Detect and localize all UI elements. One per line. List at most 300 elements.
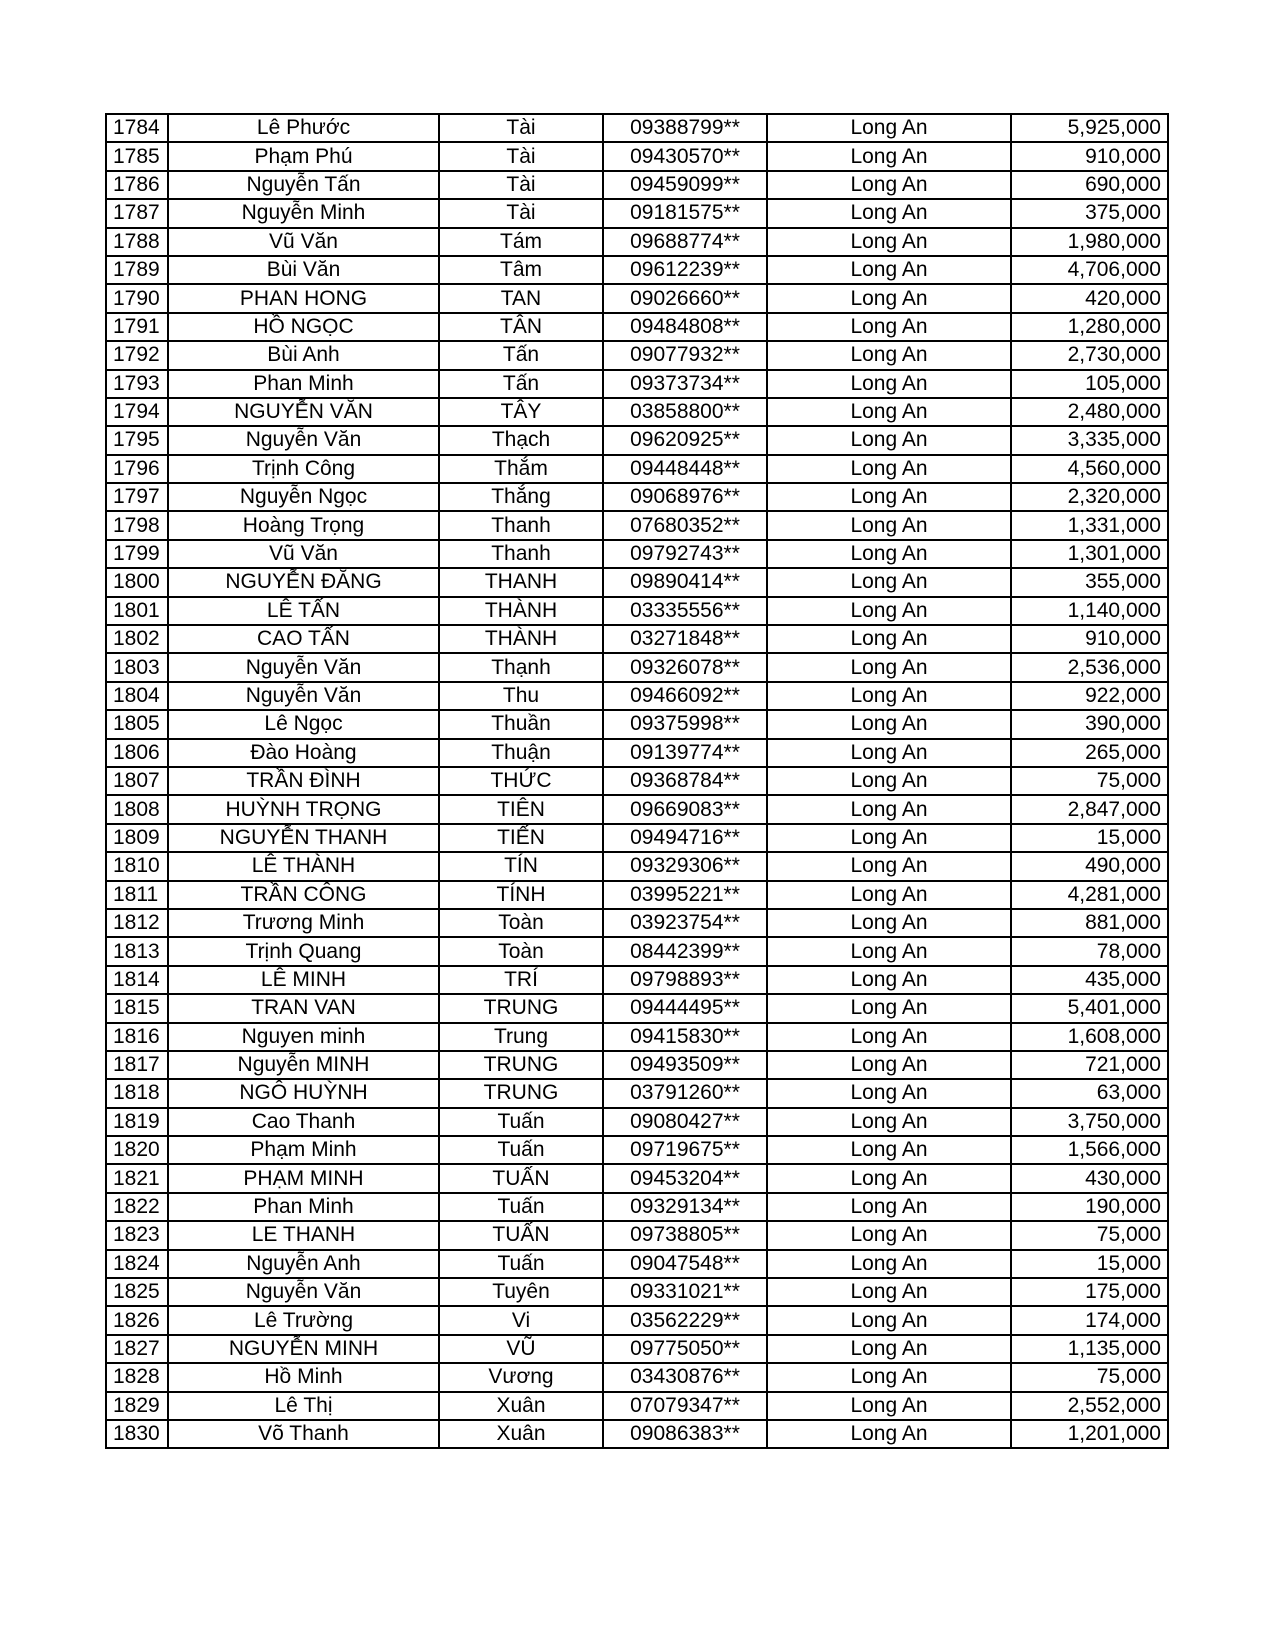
province-cell: Long An bbox=[767, 597, 1011, 625]
phone-cell: 09448448** bbox=[603, 455, 767, 483]
row-number-cell: 1821 bbox=[106, 1164, 168, 1192]
row-number-cell: 1802 bbox=[106, 625, 168, 653]
table-row bbox=[106, 455, 1168, 483]
given-name-cell: Thuần bbox=[439, 710, 603, 738]
amount-cell: 375,000 bbox=[1011, 199, 1168, 227]
row-number-cell: 1792 bbox=[106, 341, 168, 369]
amount-cell: 5,925,000 bbox=[1011, 114, 1168, 142]
province-cell: Long An bbox=[767, 1306, 1011, 1334]
given-name-cell: Thuận bbox=[439, 739, 603, 767]
row-number-cell: 1788 bbox=[106, 228, 168, 256]
table-row bbox=[106, 994, 1168, 1022]
surname-cell: Bùi Văn bbox=[168, 256, 439, 284]
phone-cell: 03562229** bbox=[603, 1306, 767, 1334]
phone-cell: 09329134** bbox=[603, 1193, 767, 1221]
row-number-cell: 1807 bbox=[106, 767, 168, 795]
given-name-cell: Tuấn bbox=[439, 1136, 603, 1164]
phone-cell: 09047548** bbox=[603, 1250, 767, 1278]
phone-cell: 07680352** bbox=[603, 511, 767, 539]
given-name-cell: TRÍ bbox=[439, 966, 603, 994]
surname-cell: TRẦN CÔNG bbox=[168, 881, 439, 909]
province-cell: Long An bbox=[767, 1250, 1011, 1278]
phone-cell: 09444495** bbox=[603, 994, 767, 1022]
surname-cell: PHẠM MINH bbox=[168, 1164, 439, 1192]
row-number-cell: 1787 bbox=[106, 199, 168, 227]
amount-cell: 75,000 bbox=[1011, 767, 1168, 795]
amount-cell: 2,552,000 bbox=[1011, 1392, 1168, 1420]
amount-cell: 265,000 bbox=[1011, 739, 1168, 767]
row-number-cell: 1828 bbox=[106, 1363, 168, 1391]
row-number-cell: 1786 bbox=[106, 171, 168, 199]
given-name-cell: Vương bbox=[439, 1363, 603, 1391]
province-cell: Long An bbox=[767, 966, 1011, 994]
surname-cell: Nguyễn Văn bbox=[168, 682, 439, 710]
row-number-cell: 1811 bbox=[106, 881, 168, 909]
phone-cell: 03791260** bbox=[603, 1079, 767, 1107]
given-name-cell: Tấn bbox=[439, 341, 603, 369]
given-name-cell: THỨC bbox=[439, 767, 603, 795]
surname-cell: NGÔ HUỲNH bbox=[168, 1079, 439, 1107]
table-row bbox=[106, 1051, 1168, 1079]
surname-cell: Nguyễn Ngọc bbox=[168, 483, 439, 511]
amount-cell: 922,000 bbox=[1011, 682, 1168, 710]
table-row bbox=[106, 1306, 1168, 1334]
given-name-cell: VŨ bbox=[439, 1335, 603, 1363]
row-number-cell: 1800 bbox=[106, 568, 168, 596]
surname-cell: Trương Minh bbox=[168, 909, 439, 937]
row-number-cell: 1795 bbox=[106, 426, 168, 454]
data-table bbox=[105, 113, 1169, 1449]
surname-cell: TRAN VAN bbox=[168, 994, 439, 1022]
amount-cell: 1,566,000 bbox=[1011, 1136, 1168, 1164]
table-row bbox=[106, 228, 1168, 256]
row-number-cell: 1818 bbox=[106, 1079, 168, 1107]
surname-cell: LÊ THÀNH bbox=[168, 852, 439, 880]
amount-cell: 490,000 bbox=[1011, 852, 1168, 880]
amount-cell: 2,847,000 bbox=[1011, 795, 1168, 823]
given-name-cell: Vi bbox=[439, 1306, 603, 1334]
province-cell: Long An bbox=[767, 1363, 1011, 1391]
amount-cell: 15,000 bbox=[1011, 1250, 1168, 1278]
row-number-cell: 1815 bbox=[106, 994, 168, 1022]
phone-cell: 09139774** bbox=[603, 739, 767, 767]
row-number-cell: 1829 bbox=[106, 1392, 168, 1420]
table-row bbox=[106, 142, 1168, 170]
given-name-cell: Toàn bbox=[439, 937, 603, 965]
amount-cell: 75,000 bbox=[1011, 1363, 1168, 1391]
surname-cell: Cao Thanh bbox=[168, 1108, 439, 1136]
surname-cell: Hồ Minh bbox=[168, 1363, 439, 1391]
table-row bbox=[106, 540, 1168, 568]
row-number-cell: 1801 bbox=[106, 597, 168, 625]
surname-cell: Nguyễn MINH bbox=[168, 1051, 439, 1079]
phone-cell: 09494716** bbox=[603, 824, 767, 852]
surname-cell: Đào Hoàng bbox=[168, 739, 439, 767]
row-number-cell: 1810 bbox=[106, 852, 168, 880]
given-name-cell: Thắm bbox=[439, 455, 603, 483]
province-cell: Long An bbox=[767, 1136, 1011, 1164]
table-row bbox=[106, 739, 1168, 767]
phone-cell: 09738805** bbox=[603, 1221, 767, 1249]
province-cell: Long An bbox=[767, 682, 1011, 710]
table-row bbox=[106, 852, 1168, 880]
table-row bbox=[106, 824, 1168, 852]
surname-cell: Lê Trường bbox=[168, 1306, 439, 1334]
surname-cell: Vũ Văn bbox=[168, 540, 439, 568]
province-cell: Long An bbox=[767, 1079, 1011, 1107]
row-number-cell: 1816 bbox=[106, 1023, 168, 1051]
table-row bbox=[106, 1363, 1168, 1391]
given-name-cell: Tài bbox=[439, 142, 603, 170]
phone-cell: 03923754** bbox=[603, 909, 767, 937]
amount-cell: 105,000 bbox=[1011, 370, 1168, 398]
phone-cell: 09388799** bbox=[603, 114, 767, 142]
amount-cell: 881,000 bbox=[1011, 909, 1168, 937]
amount-cell: 1,301,000 bbox=[1011, 540, 1168, 568]
phone-cell: 03271848** bbox=[603, 625, 767, 653]
province-cell: Long An bbox=[767, 1278, 1011, 1306]
surname-cell: HỒ NGỌC bbox=[168, 313, 439, 341]
row-number-cell: 1817 bbox=[106, 1051, 168, 1079]
row-number-cell: 1812 bbox=[106, 909, 168, 937]
surname-cell: Trịnh Công bbox=[168, 455, 439, 483]
row-number-cell: 1791 bbox=[106, 313, 168, 341]
amount-cell: 5,401,000 bbox=[1011, 994, 1168, 1022]
phone-cell: 03858800** bbox=[603, 398, 767, 426]
province-cell: Long An bbox=[767, 937, 1011, 965]
province-cell: Long An bbox=[767, 739, 1011, 767]
amount-cell: 190,000 bbox=[1011, 1193, 1168, 1221]
province-cell: Long An bbox=[767, 483, 1011, 511]
amount-cell: 721,000 bbox=[1011, 1051, 1168, 1079]
given-name-cell: TRUNG bbox=[439, 1051, 603, 1079]
row-number-cell: 1808 bbox=[106, 795, 168, 823]
surname-cell: Lê Ngọc bbox=[168, 710, 439, 738]
row-number-cell: 1825 bbox=[106, 1278, 168, 1306]
table-row bbox=[106, 199, 1168, 227]
table-row bbox=[106, 1164, 1168, 1192]
surname-cell: HUỲNH TRỌNG bbox=[168, 795, 439, 823]
given-name-cell: Thắng bbox=[439, 483, 603, 511]
province-cell: Long An bbox=[767, 228, 1011, 256]
table-row bbox=[106, 625, 1168, 653]
province-cell: Long An bbox=[767, 1108, 1011, 1136]
province-cell: Long An bbox=[767, 426, 1011, 454]
province-cell: Long An bbox=[767, 398, 1011, 426]
amount-cell: 15,000 bbox=[1011, 824, 1168, 852]
amount-cell: 3,335,000 bbox=[1011, 426, 1168, 454]
row-number-cell: 1819 bbox=[106, 1108, 168, 1136]
row-number-cell: 1813 bbox=[106, 937, 168, 965]
phone-cell: 09688774** bbox=[603, 228, 767, 256]
province-cell: Long An bbox=[767, 142, 1011, 170]
phone-cell: 09368784** bbox=[603, 767, 767, 795]
table-row bbox=[106, 1278, 1168, 1306]
surname-cell: PHAN HONG bbox=[168, 284, 439, 312]
given-name-cell: THANH bbox=[439, 568, 603, 596]
province-cell: Long An bbox=[767, 568, 1011, 596]
surname-cell: Phan Minh bbox=[168, 370, 439, 398]
phone-cell: 09086383** bbox=[603, 1420, 767, 1448]
surname-cell: CAO TẤN bbox=[168, 625, 439, 653]
table-row bbox=[106, 1023, 1168, 1051]
province-cell: Long An bbox=[767, 370, 1011, 398]
phone-cell: 09331021** bbox=[603, 1278, 767, 1306]
table-row bbox=[106, 1392, 1168, 1420]
amount-cell: 1,201,000 bbox=[1011, 1420, 1168, 1448]
phone-cell: 09620925** bbox=[603, 426, 767, 454]
amount-cell: 174,000 bbox=[1011, 1306, 1168, 1334]
province-cell: Long An bbox=[767, 1420, 1011, 1448]
amount-cell: 1,980,000 bbox=[1011, 228, 1168, 256]
row-number-cell: 1790 bbox=[106, 284, 168, 312]
surname-cell: NGUYỄN ĐĂNG bbox=[168, 568, 439, 596]
province-cell: Long An bbox=[767, 114, 1011, 142]
table-row bbox=[106, 1221, 1168, 1249]
given-name-cell: Tâm bbox=[439, 256, 603, 284]
phone-cell: 09415830** bbox=[603, 1023, 767, 1051]
amount-cell: 1,280,000 bbox=[1011, 313, 1168, 341]
row-number-cell: 1806 bbox=[106, 739, 168, 767]
given-name-cell: Tuyên bbox=[439, 1278, 603, 1306]
given-name-cell: Thạch bbox=[439, 426, 603, 454]
surname-cell: Phạm Minh bbox=[168, 1136, 439, 1164]
province-cell: Long An bbox=[767, 1023, 1011, 1051]
province-cell: Long An bbox=[767, 625, 1011, 653]
table-row bbox=[106, 682, 1168, 710]
row-number-cell: 1805 bbox=[106, 710, 168, 738]
given-name-cell: Thạnh bbox=[439, 653, 603, 681]
phone-cell: 03995221** bbox=[603, 881, 767, 909]
amount-cell: 430,000 bbox=[1011, 1164, 1168, 1192]
province-cell: Long An bbox=[767, 909, 1011, 937]
given-name-cell: THÀNH bbox=[439, 597, 603, 625]
province-cell: Long An bbox=[767, 767, 1011, 795]
surname-cell: Nguyễn Văn bbox=[168, 1278, 439, 1306]
row-number-cell: 1823 bbox=[106, 1221, 168, 1249]
given-name-cell: Tài bbox=[439, 114, 603, 142]
phone-cell: 09077932** bbox=[603, 341, 767, 369]
row-number-cell: 1826 bbox=[106, 1306, 168, 1334]
table-row bbox=[106, 795, 1168, 823]
table-row bbox=[106, 653, 1168, 681]
phone-cell: 09466092** bbox=[603, 682, 767, 710]
surname-cell: Võ Thanh bbox=[168, 1420, 439, 1448]
row-number-cell: 1797 bbox=[106, 483, 168, 511]
phone-cell: 09181575** bbox=[603, 199, 767, 227]
amount-cell: 78,000 bbox=[1011, 937, 1168, 965]
phone-cell: 07079347** bbox=[603, 1392, 767, 1420]
surname-cell: NGUYỄN VĂN bbox=[168, 398, 439, 426]
province-cell: Long An bbox=[767, 284, 1011, 312]
table-row bbox=[106, 1250, 1168, 1278]
surname-cell: Nguyen minh bbox=[168, 1023, 439, 1051]
table-row bbox=[106, 114, 1168, 142]
amount-cell: 910,000 bbox=[1011, 142, 1168, 170]
table-row bbox=[106, 1335, 1168, 1363]
amount-cell: 75,000 bbox=[1011, 1221, 1168, 1249]
amount-cell: 175,000 bbox=[1011, 1278, 1168, 1306]
province-cell: Long An bbox=[767, 313, 1011, 341]
amount-cell: 2,730,000 bbox=[1011, 341, 1168, 369]
phone-cell: 09080427** bbox=[603, 1108, 767, 1136]
province-cell: Long An bbox=[767, 199, 1011, 227]
row-number-cell: 1785 bbox=[106, 142, 168, 170]
table-row bbox=[106, 966, 1168, 994]
province-cell: Long An bbox=[767, 1164, 1011, 1192]
surname-cell: Nguyễn Văn bbox=[168, 653, 439, 681]
amount-cell: 3,750,000 bbox=[1011, 1108, 1168, 1136]
phone-cell: 09375998** bbox=[603, 710, 767, 738]
given-name-cell: Thu bbox=[439, 682, 603, 710]
surname-cell: Hoàng Trọng bbox=[168, 511, 439, 539]
province-cell: Long An bbox=[767, 455, 1011, 483]
given-name-cell: TUẤN bbox=[439, 1221, 603, 1249]
table-row bbox=[106, 597, 1168, 625]
amount-cell: 910,000 bbox=[1011, 625, 1168, 653]
table-row bbox=[106, 1193, 1168, 1221]
province-cell: Long An bbox=[767, 1051, 1011, 1079]
amount-cell: 2,480,000 bbox=[1011, 398, 1168, 426]
amount-cell: 355,000 bbox=[1011, 568, 1168, 596]
given-name-cell: Tám bbox=[439, 228, 603, 256]
row-number-cell: 1789 bbox=[106, 256, 168, 284]
amount-cell: 2,320,000 bbox=[1011, 483, 1168, 511]
table-row bbox=[106, 568, 1168, 596]
province-cell: Long An bbox=[767, 1392, 1011, 1420]
row-number-cell: 1796 bbox=[106, 455, 168, 483]
province-cell: Long An bbox=[767, 171, 1011, 199]
phone-cell: 09453204** bbox=[603, 1164, 767, 1192]
amount-cell: 1,140,000 bbox=[1011, 597, 1168, 625]
table-body bbox=[106, 114, 1168, 1448]
amount-cell: 690,000 bbox=[1011, 171, 1168, 199]
given-name-cell: TIÊN bbox=[439, 795, 603, 823]
province-cell: Long An bbox=[767, 540, 1011, 568]
province-cell: Long An bbox=[767, 511, 1011, 539]
row-number-cell: 1827 bbox=[106, 1335, 168, 1363]
amount-cell: 390,000 bbox=[1011, 710, 1168, 738]
row-number-cell: 1809 bbox=[106, 824, 168, 852]
phone-cell: 09719675** bbox=[603, 1136, 767, 1164]
given-name-cell: TRUNG bbox=[439, 1079, 603, 1107]
surname-cell: LE THANH bbox=[168, 1221, 439, 1249]
province-cell: Long An bbox=[767, 341, 1011, 369]
province-cell: Long An bbox=[767, 994, 1011, 1022]
phone-cell: 09329306** bbox=[603, 852, 767, 880]
amount-cell: 1,331,000 bbox=[1011, 511, 1168, 539]
amount-cell: 4,706,000 bbox=[1011, 256, 1168, 284]
phone-cell: 09890414** bbox=[603, 568, 767, 596]
row-number-cell: 1814 bbox=[106, 966, 168, 994]
row-number-cell: 1822 bbox=[106, 1193, 168, 1221]
given-name-cell: Thanh bbox=[439, 540, 603, 568]
phone-cell: 03430876** bbox=[603, 1363, 767, 1391]
given-name-cell: Toàn bbox=[439, 909, 603, 937]
given-name-cell: TÍN bbox=[439, 852, 603, 880]
surname-cell: Nguyễn Văn bbox=[168, 426, 439, 454]
surname-cell: Nguyễn Tấn bbox=[168, 171, 439, 199]
phone-cell: 08442399** bbox=[603, 937, 767, 965]
province-cell: Long An bbox=[767, 1335, 1011, 1363]
table-row bbox=[106, 284, 1168, 312]
amount-cell: 2,536,000 bbox=[1011, 653, 1168, 681]
surname-cell: Phạm Phú bbox=[168, 142, 439, 170]
table-row bbox=[106, 341, 1168, 369]
surname-cell: Vũ Văn bbox=[168, 228, 439, 256]
province-cell: Long An bbox=[767, 881, 1011, 909]
amount-cell: 4,281,000 bbox=[1011, 881, 1168, 909]
amount-cell: 4,560,000 bbox=[1011, 455, 1168, 483]
table-row bbox=[106, 767, 1168, 795]
province-cell: Long An bbox=[767, 1221, 1011, 1249]
phone-cell: 09669083** bbox=[603, 795, 767, 823]
given-name-cell: Xuân bbox=[439, 1420, 603, 1448]
table-row bbox=[106, 937, 1168, 965]
surname-cell: Phan Minh bbox=[168, 1193, 439, 1221]
given-name-cell: TIẾN bbox=[439, 824, 603, 852]
given-name-cell: Tài bbox=[439, 199, 603, 227]
phone-cell: 09612239** bbox=[603, 256, 767, 284]
table-row bbox=[106, 171, 1168, 199]
surname-cell: TRẦN ĐÌNH bbox=[168, 767, 439, 795]
given-name-cell: Xuân bbox=[439, 1392, 603, 1420]
surname-cell: LÊ MINH bbox=[168, 966, 439, 994]
province-cell: Long An bbox=[767, 710, 1011, 738]
table-row bbox=[106, 511, 1168, 539]
amount-cell: 63,000 bbox=[1011, 1079, 1168, 1107]
given-name-cell: Tấn bbox=[439, 370, 603, 398]
row-number-cell: 1803 bbox=[106, 653, 168, 681]
table-row bbox=[106, 1136, 1168, 1164]
table-row bbox=[106, 256, 1168, 284]
table-row bbox=[106, 909, 1168, 937]
table-row bbox=[106, 881, 1168, 909]
phone-cell: 09068976** bbox=[603, 483, 767, 511]
table-row bbox=[106, 1420, 1168, 1448]
province-cell: Long An bbox=[767, 824, 1011, 852]
surname-cell: Lê Phước bbox=[168, 114, 439, 142]
phone-cell: 09026660** bbox=[603, 284, 767, 312]
phone-cell: 09792743** bbox=[603, 540, 767, 568]
table-row bbox=[106, 426, 1168, 454]
row-number-cell: 1798 bbox=[106, 511, 168, 539]
surname-cell: Trịnh Quang bbox=[168, 937, 439, 965]
surname-cell: NGUYỄN THANH bbox=[168, 824, 439, 852]
given-name-cell: Tuấn bbox=[439, 1193, 603, 1221]
given-name-cell: THÀNH bbox=[439, 625, 603, 653]
row-number-cell: 1799 bbox=[106, 540, 168, 568]
phone-cell: 09459099** bbox=[603, 171, 767, 199]
surname-cell: Nguyễn Minh bbox=[168, 199, 439, 227]
province-cell: Long An bbox=[767, 256, 1011, 284]
phone-cell: 09430570** bbox=[603, 142, 767, 170]
phone-cell: 03335556** bbox=[603, 597, 767, 625]
given-name-cell: TÂN bbox=[439, 313, 603, 341]
province-cell: Long An bbox=[767, 653, 1011, 681]
province-cell: Long An bbox=[767, 852, 1011, 880]
table-row bbox=[106, 1108, 1168, 1136]
row-number-cell: 1794 bbox=[106, 398, 168, 426]
row-number-cell: 1793 bbox=[106, 370, 168, 398]
surname-cell: Nguyễn Anh bbox=[168, 1250, 439, 1278]
phone-cell: 09373734** bbox=[603, 370, 767, 398]
phone-cell: 09326078** bbox=[603, 653, 767, 681]
province-cell: Long An bbox=[767, 1193, 1011, 1221]
amount-cell: 1,608,000 bbox=[1011, 1023, 1168, 1051]
surname-cell: Lê Thị bbox=[168, 1392, 439, 1420]
given-name-cell: TÂY bbox=[439, 398, 603, 426]
